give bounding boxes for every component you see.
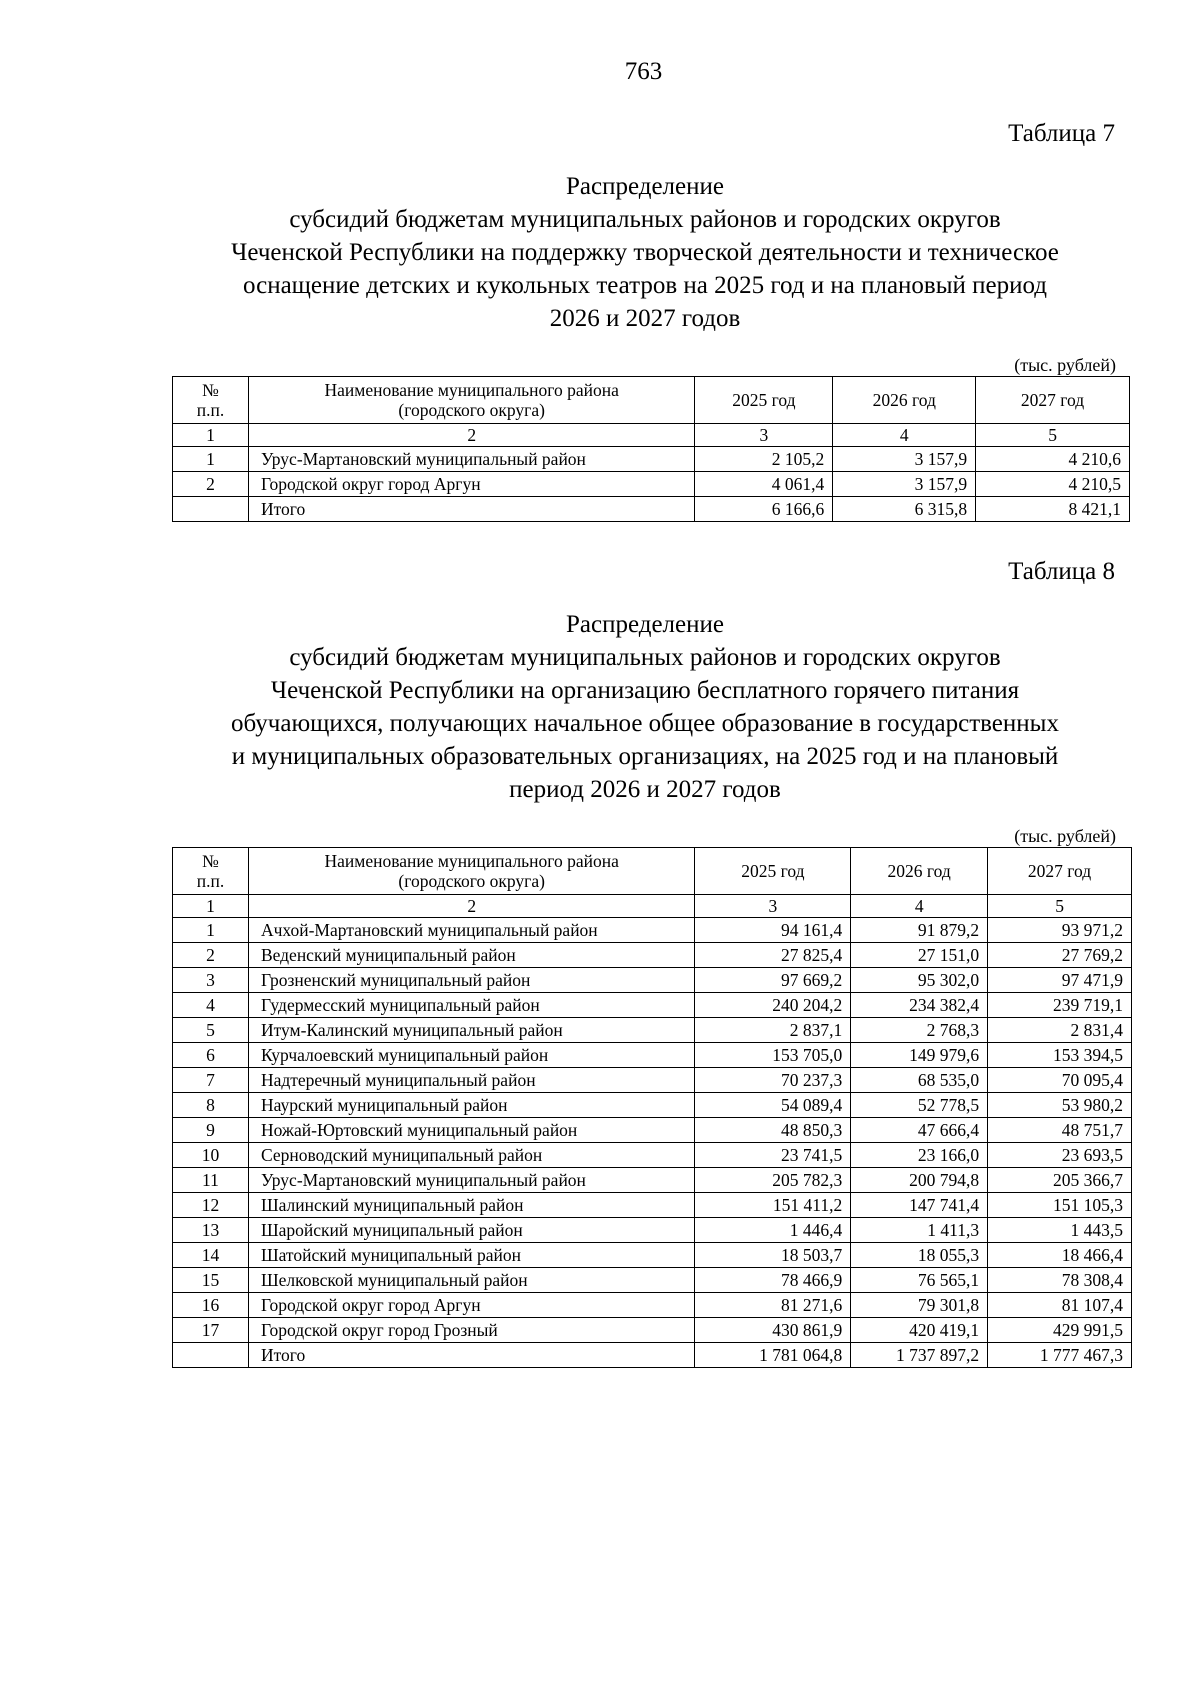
total-2026: 1 737 897,2 xyxy=(851,1343,988,1368)
district-name: Веденский муниципальный район xyxy=(248,943,695,968)
header-name-line1: Наименование муниципального района xyxy=(324,851,619,871)
district-name: Шатойский муниципальный район xyxy=(248,1243,695,1268)
row-number: 3 xyxy=(173,968,249,993)
total-2027: 8 421,1 xyxy=(976,497,1130,522)
header-num-line2: п.п. xyxy=(196,400,225,420)
total-label: Итого xyxy=(248,497,695,522)
row-number: 7 xyxy=(173,1068,249,1093)
total-2025: 1 781 064,8 xyxy=(695,1343,851,1368)
value-2025: 151 411,2 xyxy=(695,1193,851,1218)
row-number: 8 xyxy=(173,1093,249,1118)
title-line: и муниципальных образовательных организациях, на 2025 год и на плановый xyxy=(231,743,1059,770)
value-2025: 4 061,4 xyxy=(695,472,833,497)
total-label: Итого xyxy=(248,1343,695,1368)
table7-unit: (тыс. рублей) xyxy=(1014,355,1116,375)
value-2026: 1 411,3 xyxy=(851,1218,988,1243)
table-row xyxy=(173,1093,1132,1118)
header-name-line1: Наименование муниципального района xyxy=(324,380,619,400)
row-number: 2 xyxy=(173,943,249,968)
value-2027: 53 980,2 xyxy=(988,1093,1132,1118)
value-2025: 23 741,5 xyxy=(695,1143,851,1168)
total-number xyxy=(173,497,249,522)
row-number: 6 xyxy=(173,1043,249,1068)
district-name: Урус-Мартановский муниципальный район xyxy=(248,1168,695,1193)
value-2027: 151 105,3 xyxy=(988,1193,1132,1218)
value-2027: 205 366,7 xyxy=(988,1168,1132,1193)
value-2026: 3 157,9 xyxy=(833,447,976,472)
value-2026: 18 055,3 xyxy=(851,1243,988,1268)
value-2026: 23 166,0 xyxy=(851,1143,988,1168)
title-line: обучающихся, получающих начальное общее образование в государственных xyxy=(231,710,1059,737)
column-number: 1 xyxy=(173,424,249,447)
value-2026: 420 419,1 xyxy=(851,1318,988,1343)
total-row xyxy=(173,1343,1132,1368)
value-2027: 153 394,5 xyxy=(988,1043,1132,1068)
value-2027: 78 308,4 xyxy=(988,1268,1132,1293)
district-name: Курчалоевский муниципальный район xyxy=(248,1043,695,1068)
value-2025: 153 705,0 xyxy=(695,1043,851,1068)
table7-header-row xyxy=(173,377,1130,424)
district-name: Городской округ город Аргун xyxy=(248,472,695,497)
value-2026: 234 382,4 xyxy=(851,993,988,1018)
table8-label: Таблица 8 xyxy=(1008,558,1115,585)
value-2027: 27 769,2 xyxy=(988,943,1132,968)
header-num-line1: № xyxy=(202,380,219,400)
district-name: Ачхой-Мартановский муниципальный район xyxy=(248,918,695,943)
table-row xyxy=(173,943,1132,968)
table-row xyxy=(173,968,1132,993)
value-2025: 70 237,3 xyxy=(695,1068,851,1093)
table-row xyxy=(173,1268,1132,1293)
header-name-line2: (городского округа) xyxy=(398,400,545,420)
value-2025: 18 503,7 xyxy=(695,1243,851,1268)
row-number: 14 xyxy=(173,1243,249,1268)
row-number: 1 xyxy=(173,447,249,472)
column-number: 3 xyxy=(695,424,833,447)
title-line: Чеченской Республики на поддержку творческой деятельности и техническое xyxy=(231,239,1059,266)
value-2027: 4 210,6 xyxy=(976,447,1130,472)
value-2025: 94 161,4 xyxy=(695,918,851,943)
header-num-line2: п.п. xyxy=(196,871,225,891)
district-name: Городской округ город Грозный xyxy=(248,1318,695,1343)
header-2025: 2025 год xyxy=(695,848,851,895)
table-row xyxy=(173,1043,1132,1068)
header-name xyxy=(248,377,695,424)
table7 xyxy=(172,376,1130,522)
district-name: Наурский муниципальный район xyxy=(248,1093,695,1118)
district-name: Гудермесский муниципальный район xyxy=(248,993,695,1018)
value-2027: 239 719,1 xyxy=(988,993,1132,1018)
column-number: 3 xyxy=(695,895,851,918)
table-row xyxy=(173,1168,1132,1193)
district-name: Итум-Калинский муниципальный район xyxy=(248,1018,695,1043)
row-number: 13 xyxy=(173,1218,249,1243)
district-name: Грозненский муниципальный район xyxy=(248,968,695,993)
value-2025: 240 204,2 xyxy=(695,993,851,1018)
table8-unit: (тыс. рублей) xyxy=(1014,826,1116,846)
total-row xyxy=(173,497,1130,522)
district-name: Надтеречный муниципальный район xyxy=(248,1068,695,1093)
value-2027: 70 095,4 xyxy=(988,1068,1132,1093)
value-2026: 3 157,9 xyxy=(833,472,976,497)
header-2025: 2025 год xyxy=(695,377,833,424)
value-2027: 429 991,5 xyxy=(988,1318,1132,1343)
page-number: 763 xyxy=(624,58,663,85)
header-2026: 2026 год xyxy=(851,848,988,895)
title-line: субсидий бюджетам муниципальных районов и городских округов xyxy=(289,206,1001,233)
table-row xyxy=(173,1193,1132,1218)
header-num xyxy=(173,377,249,424)
row-number: 16 xyxy=(173,1293,249,1318)
table-row xyxy=(173,1118,1132,1143)
value-2025: 2 105,2 xyxy=(695,447,833,472)
table-row xyxy=(173,918,1132,943)
value-2027: 97 471,9 xyxy=(988,968,1132,993)
value-2026: 2 768,3 xyxy=(851,1018,988,1043)
table8-header-row xyxy=(173,848,1132,895)
table-row xyxy=(173,472,1130,497)
district-name: Серноводский муниципальный район xyxy=(248,1143,695,1168)
header-num-line1: № xyxy=(202,851,219,871)
table-row xyxy=(173,1218,1132,1243)
value-2025: 2 837,1 xyxy=(695,1018,851,1043)
value-2027: 4 210,5 xyxy=(976,472,1130,497)
header-name xyxy=(248,848,695,895)
title-line: Распределение xyxy=(566,173,724,200)
column-number: 4 xyxy=(851,895,988,918)
value-2026: 47 666,4 xyxy=(851,1118,988,1143)
value-2026: 147 741,4 xyxy=(851,1193,988,1218)
column-number: 5 xyxy=(976,424,1130,447)
table7-title xyxy=(160,170,1130,335)
title-line: 2026 и 2027 годов xyxy=(549,305,741,332)
title-line: Распределение xyxy=(566,611,724,638)
row-number: 9 xyxy=(173,1118,249,1143)
title-line: оснащение детских и кукольных театров на 2025 год и на плановый период xyxy=(242,272,1048,299)
value-2027: 93 971,2 xyxy=(988,918,1132,943)
value-2025: 81 271,6 xyxy=(695,1293,851,1318)
table-row xyxy=(173,1068,1132,1093)
value-2025: 48 850,3 xyxy=(695,1118,851,1143)
value-2026: 95 302,0 xyxy=(851,968,988,993)
table7-label: Таблица 7 xyxy=(1008,120,1115,147)
value-2025: 1 446,4 xyxy=(695,1218,851,1243)
value-2027: 23 693,5 xyxy=(988,1143,1132,1168)
title-line: Чеченской Республики на организацию бесплатного горячего питания xyxy=(270,677,1020,704)
value-2026: 149 979,6 xyxy=(851,1043,988,1068)
header-2027: 2027 год xyxy=(976,377,1130,424)
district-name: Урус-Мартановский муниципальный район xyxy=(248,447,695,472)
row-number: 17 xyxy=(173,1318,249,1343)
row-number: 11 xyxy=(173,1168,249,1193)
value-2025: 54 089,4 xyxy=(695,1093,851,1118)
header-2026: 2026 год xyxy=(833,377,976,424)
total-2027: 1 777 467,3 xyxy=(988,1343,1132,1368)
column-number: 2 xyxy=(248,424,695,447)
row-number: 10 xyxy=(173,1143,249,1168)
table8 xyxy=(172,847,1132,1368)
row-number: 1 xyxy=(173,918,249,943)
total-2025: 6 166,6 xyxy=(695,497,833,522)
table-row xyxy=(173,993,1132,1018)
value-2027: 48 751,7 xyxy=(988,1118,1132,1143)
row-number: 15 xyxy=(173,1268,249,1293)
table-row xyxy=(173,1318,1132,1343)
title-line: субсидий бюджетам муниципальных районов и городских округов xyxy=(289,644,1001,671)
table-row xyxy=(173,1018,1132,1043)
value-2025: 430 861,9 xyxy=(695,1318,851,1343)
row-number: 4 xyxy=(173,993,249,1018)
value-2026: 200 794,8 xyxy=(851,1168,988,1193)
value-2026: 27 151,0 xyxy=(851,943,988,968)
value-2026: 68 535,0 xyxy=(851,1068,988,1093)
row-number: 5 xyxy=(173,1018,249,1043)
column-number: 4 xyxy=(833,424,976,447)
total-2026: 6 315,8 xyxy=(833,497,976,522)
table8-title xyxy=(160,608,1130,806)
district-name: Городской округ город Аргун xyxy=(248,1293,695,1318)
column-number: 2 xyxy=(248,895,695,918)
value-2025: 27 825,4 xyxy=(695,943,851,968)
value-2025: 97 669,2 xyxy=(695,968,851,993)
district-name: Шаройский муниципальный район xyxy=(248,1218,695,1243)
district-name: Шалинский муниципальный район xyxy=(248,1193,695,1218)
column-number: 1 xyxy=(173,895,249,918)
row-number: 2 xyxy=(173,472,249,497)
value-2026: 76 565,1 xyxy=(851,1268,988,1293)
value-2026: 79 301,8 xyxy=(851,1293,988,1318)
table-row xyxy=(173,1143,1132,1168)
column-number-row xyxy=(173,895,1132,918)
value-2025: 78 466,9 xyxy=(695,1268,851,1293)
title-line: период 2026 и 2027 годов xyxy=(509,776,781,803)
table-row xyxy=(173,447,1130,472)
value-2025: 205 782,3 xyxy=(695,1168,851,1193)
header-name-line2: (городского округа) xyxy=(398,871,545,891)
column-number: 5 xyxy=(988,895,1132,918)
value-2026: 91 879,2 xyxy=(851,918,988,943)
row-number: 12 xyxy=(173,1193,249,1218)
district-name: Шелковской муниципальный район xyxy=(248,1268,695,1293)
value-2027: 81 107,4 xyxy=(988,1293,1132,1318)
value-2027: 2 831,4 xyxy=(988,1018,1132,1043)
value-2027: 18 466,4 xyxy=(988,1243,1132,1268)
district-name: Ножай-Юртовский муниципальный район xyxy=(248,1118,695,1143)
table-row xyxy=(173,1293,1132,1318)
value-2026: 52 778,5 xyxy=(851,1093,988,1118)
value-2027: 1 443,5 xyxy=(988,1218,1132,1243)
total-number xyxy=(173,1343,249,1368)
header-num xyxy=(173,848,249,895)
column-number-row xyxy=(173,424,1130,447)
table-row xyxy=(173,1243,1132,1268)
header-2027: 2027 год xyxy=(988,848,1132,895)
